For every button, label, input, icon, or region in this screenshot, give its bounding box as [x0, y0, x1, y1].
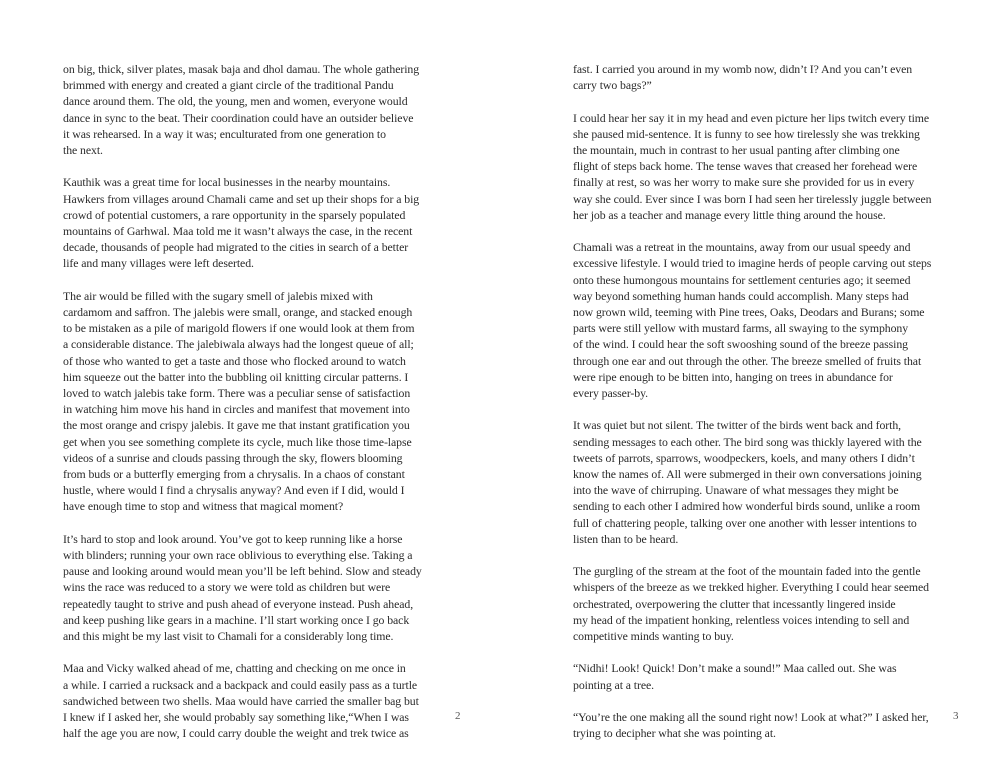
text-line: her job as a teacher and manage every little thing around the house. [573, 207, 886, 222]
text-line: Maa and Vicky walked ahead of me, chatting and checking on me once in [63, 661, 406, 676]
text-line: onto these humongous mountains for settlement centuries ago; it seemed [573, 272, 911, 287]
paragraph [63, 288, 463, 515]
text-line: have enough time to stop and witness that magical moment? [63, 499, 344, 514]
text-line: get when you see something complete its cycle, much like those time-lapse [63, 434, 412, 449]
text-line: I could hear her say it in my head and even picture her lips twitch every time [573, 110, 930, 125]
paragraph [63, 174, 463, 271]
text-line: dance around them. The old, the young, men and women, everyone would [63, 94, 408, 109]
text-line: It’s hard to stop and look around. You’ve got to keep running like a horse [63, 531, 403, 546]
text-line: were ripe enough to be bitten into, hanging on trees in abundance for [573, 369, 893, 384]
text-line: excessive lifestyle. I would tried to imagine herds of people carving out steps [573, 256, 932, 271]
left-page [0, 0, 500, 750]
left-page-text [63, 61, 463, 758]
text-line: The air would be filled with the sugary smell of jalebis mixed with [63, 288, 373, 303]
text-line: tweets of parrots, sparrows, woodpeckers, koels, and many others I didn’t [573, 450, 915, 465]
text-line: The gurgling of the stream at the foot of the mountain faded into the gentle [573, 564, 921, 579]
text-line: loved to watch jalebis take form. There was a peculiar sense of satisfaction [63, 386, 411, 401]
text-line: of the wind. I could hear the soft swooshing sound of the breeze passing [573, 337, 908, 352]
text-line: sending to each other I admired how wonderful birds sound, unlike a room [573, 499, 921, 514]
text-line: a while. I carried a rucksack and a backpack and could easily pass as a turtle [63, 677, 418, 692]
text-line: Kauthik was a great time for local businesses in the nearby mountains. [63, 175, 391, 190]
paragraph [573, 239, 951, 401]
text-line: Chamali was a retreat in the mountains, away from our usual speedy and [573, 240, 911, 255]
text-line: pause and looking around would mean you’ll be left behind. Slow and steady [63, 564, 422, 579]
text-line: half the age you are now, I could carry double the weight and trek twice as [63, 726, 409, 741]
text-line: listen than to be heard. [573, 531, 679, 546]
text-line: whispers of the breeze as we trekked higher. Everything I could hear seemed [573, 580, 929, 595]
text-line: cardamom and saffron. The jalebis were small, orange, and stacked enough [63, 305, 413, 320]
text-line: it was rehearsed. In a way it was; enculturated from one generation to [63, 126, 386, 141]
text-line: my head of the impatient honking, relentless voices intending to sell and [573, 612, 910, 627]
paragraph [63, 531, 463, 644]
text-line: from buds or a butterfly emerging from a chrysalis. In a chaos of constant [63, 467, 405, 482]
text-line: and keep pushing like gears in a machine. I’ll start working once I go back [63, 612, 410, 627]
paragraph [573, 61, 951, 93]
text-line: wins the race was reduced to a story we were told as children but were [63, 580, 391, 595]
paragraph [573, 110, 951, 223]
text-line: of those who wanted to get a taste and those who flocked around to watch [63, 353, 406, 368]
text-line: into the wave of chirruping. Unaware of what messages they might be [573, 483, 899, 498]
text-line: know the names of. All were submerged in their own conversations joining [573, 467, 922, 482]
right-page-text [573, 61, 951, 758]
text-line: life and many villages were left deserted. [63, 256, 254, 271]
text-line: the mountain, much in contrast to her usual panting after climbing one [573, 143, 900, 157]
text-line: competitive minds wanting to buy. [573, 629, 734, 644]
text-line: finally at rest, so was her worry to make sure she provided for us in every [573, 175, 915, 190]
text-line: dance in sync to the beat. Their coordination could have an outsider believe [63, 110, 414, 125]
page-number: 3 [953, 710, 959, 722]
paragraph [63, 61, 463, 158]
text-line: “You’re the one making all the sound right now! Look at what?” I asked her, [573, 710, 929, 725]
text-line: on big, thick, silver plates, masak baja and dhol damau. The whole gathering [63, 62, 420, 76]
paragraph [573, 660, 951, 692]
paragraph [573, 417, 951, 547]
text-line: him squeeze out the batter into the bubbling oil knitting circular patterns. I [63, 369, 409, 384]
text-line: to be mistaken as a pile of marigold flowers if one would look at them from [63, 321, 415, 336]
text-line: carry two bags?” [573, 78, 652, 93]
text-line: every passer-by. [573, 386, 649, 401]
text-line: It was quiet but not silent. The twitter of the birds went back and forth, [573, 418, 902, 433]
text-line: crowd of potential customers, a rare opportunity in the sparsely populated [63, 207, 406, 222]
text-line: parts were still yellow with mustard farms, all swaying to the symphony [573, 321, 909, 336]
text-line: hustle, where would I find a chrysalis anyway? And even if I did, would I [63, 483, 405, 498]
text-line: orchestrated, overpowering the clutter that incessantly lingered inside [573, 596, 896, 611]
text-line: repeatedly taught to strive and push ahead of everyone instead. Push ahead, [63, 596, 414, 611]
text-line: she paused mid-sentence. It is funny to see how tirelessly she was trekking [573, 126, 920, 141]
text-line: the next. [63, 143, 103, 158]
text-line: pointing at a tree. [573, 677, 655, 692]
text-line: a considerable distance. The jalebiwala always had the longest queue of all; [63, 337, 414, 352]
text-line: trying to decipher what she was pointing at. [573, 726, 776, 741]
text-line: mountains of Garhwal. Maa told me it wasn’t always the case, in the recent [63, 224, 413, 239]
text-line: and this might be my last visit to Chamali for a considerably long time. [63, 629, 394, 644]
text-line: with blinders; running your own race oblivious to everything else. Taking a [63, 548, 413, 563]
text-line: fast. I carried you around in my womb now, didn’t I? And you can’t even [573, 62, 913, 76]
text-line: through one ear and out through the other. The breeze smelled of fruits that [573, 353, 922, 368]
text-line: in watching him move his hand in circles and manifest that movement into [63, 402, 410, 417]
text-line: Hawkers from villages around Chamali came and set up their shops for a big [63, 191, 420, 206]
text-line: flight of steps back home. The tense waves that creased her forehead were [573, 159, 918, 174]
text-line: now grown wild, teeming with Pine trees, Oaks, Deodars and Burans; some [573, 305, 925, 320]
paragraph [573, 563, 951, 644]
text-line: I knew if I asked her, she would probably say something like,“When I was [63, 710, 409, 725]
text-line: videos of a sunrise and clouds passing through the sky, flowers blooming [63, 450, 403, 465]
text-line: sending messages to each other. The bird song was thickly layered with the [573, 434, 922, 449]
paragraph [63, 660, 463, 741]
text-line: full of chattering people, talking over one another with lesser intentions to [573, 515, 917, 530]
text-line: the most orange and crispy jalebis. It gave me that instant gratification you [63, 418, 410, 433]
page-number: 2 [455, 710, 461, 722]
text-line: sandwiched between two shells. Maa would have carried the smaller bag but [63, 693, 419, 708]
text-line: way beyond something human hands could accomplish. Many steps had [573, 288, 909, 303]
text-line: brimmed with energy and created a giant circle of the traditional Pandu [63, 78, 394, 93]
text-line: decade, thousands of people had migrated to the cities in search of a better [63, 240, 409, 255]
paragraph [573, 709, 951, 741]
text-line: way she could. Ever since I was born I had seen her tirelessly juggle between [573, 191, 932, 206]
right-page [500, 0, 1000, 750]
text-line: “Nidhi! Look! Quick! Don’t make a sound!” Maa called out. She was [573, 661, 897, 676]
